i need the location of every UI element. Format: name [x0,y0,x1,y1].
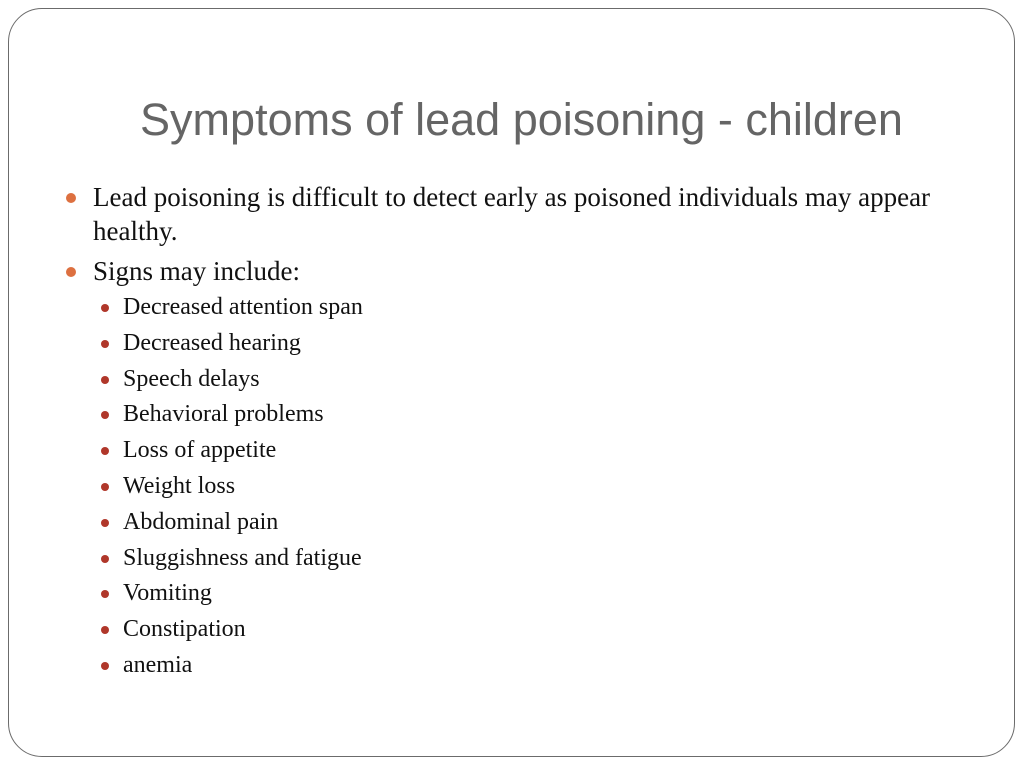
bullet-text: Lead poisoning is difficult to detect early as poisoned individuals may appear healthy. [93,182,931,246]
sub-bullet-text: Sluggishness and fatigue [123,544,362,571]
sub-bullet-text: Loss of appetite [123,437,277,464]
sub-bullet-text: Vomiting [123,580,212,607]
sub-bullet-dot-icon [101,447,109,455]
bullet-item [65,180,965,248]
sub-bullet-item [65,648,965,684]
bullet-dot-icon [66,267,76,277]
sub-bullet-dot-icon [101,483,109,491]
sub-bullet-item [65,505,965,541]
sub-bullet-item [65,290,965,326]
sub-bullet-text: Speech delays [123,365,260,392]
sub-bullet-item [65,362,965,398]
sub-bullet-text: Behavioral problems [123,401,324,428]
sub-bullet-dot-icon [101,376,109,384]
sub-bullet-item [65,469,965,505]
sub-bullet-dot-icon [101,340,109,348]
bullet-list [65,180,965,684]
sub-bullet-text: Weight loss [123,472,236,499]
sub-bullet-item [65,433,965,469]
bullet-item [65,254,965,288]
sub-bullet-text: Abdominal pain [123,508,279,535]
sub-bullet-text: anemia [123,651,193,678]
sub-bullet-dot-icon [101,590,109,598]
sub-bullet-item [65,397,965,433]
sub-bullet-text: Decreased hearing [123,329,301,356]
sub-bullet-dot-icon [101,555,109,563]
sub-bullet-item [65,576,965,612]
sub-bullet-item [65,612,965,648]
signs-sublist [65,290,965,684]
sub-bullet-dot-icon [101,304,109,312]
sub-bullet-text: Decreased attention span [123,294,363,320]
slide-title: Symptoms of lead poisoning - children [140,94,903,145]
sub-bullet-dot-icon [101,626,109,634]
sub-bullet-dot-icon [101,411,109,419]
sub-bullet-item [65,541,965,577]
sub-bullet-item [65,326,965,362]
sub-bullet-dot-icon [101,662,109,670]
bullet-dot-icon [66,193,76,203]
sub-bullet-dot-icon [101,519,109,527]
sub-bullet-text: Constipation [123,616,246,643]
bullet-text: Signs may include: [93,256,300,286]
